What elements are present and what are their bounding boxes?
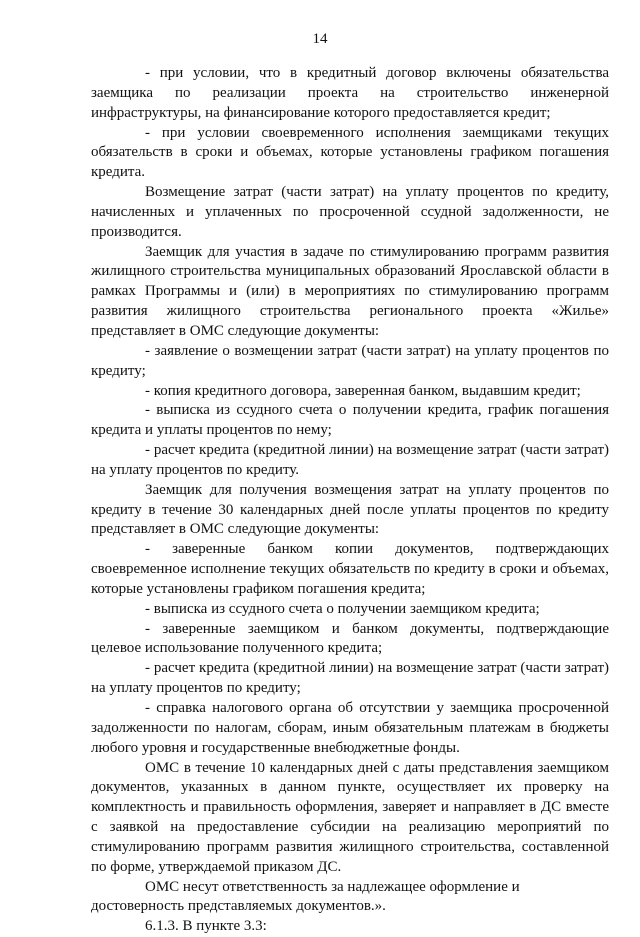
page-number: 14 [312, 31, 328, 47]
paragraph-oms-responsibility: ОМС несут ответственность за надлежащее оформление и достоверность представляемых документов.». [91, 878, 520, 915]
paragraph-condition-obligations: - при условии, что в кредитный договор включены обязательства заемщика по реализации проекта на строительство инженерной инфраструктуры, на финансирование которого предоставляется кредит; [91, 65, 609, 121]
paragraph-borrower-receiving-compensation: Заемщик для получения возмещения затрат на уплату процентов по кредиту в течение 30 календарных дней после уплаты процентов по кредиту представляет в ОМС следующие документы: [91, 481, 609, 538]
paragraph-section-6-1-3: 6.1.3. В пункте 3.3: [145, 918, 267, 935]
list-item-loan-account-statement: - выписка из ссудного счета о получении кредита, график погашения кредита и уплаты процентов по нему; [91, 402, 609, 439]
paragraph-oms-verification: ОМС в течение 10 календарных дней с даты представления заемщиком документов, указанных в данном пункте, осуществляет их проверку на комплектность и правильность оформления, заверяет и направляет в ДС вместе с заявкой на предоставление субсидии на реализацию мероприятий по стимулированию программ развития жилищного строительства, составленной по форме, утверждаемой приказом ДС. [91, 759, 609, 875]
list-item-tax-certificate: - справка налогового органа об отсутствии у заемщика просроченной задолженности по налогам, сборам, иным обязательным платежам в бюджеты любого уровня и государственные внебюджетные фонды. [91, 700, 609, 756]
paragraph-condition-timely-execution: - при условии своевременного исполнения заемщиками текущих обязательств в сроки и объемах, которые установлены графиком погашения кредита. [91, 124, 609, 181]
list-item-application: - заявление о возмещении затрат (части затрат) на уплату процентов по кредиту; [91, 342, 609, 379]
document-body [91, 64, 609, 937]
paragraph-no-compensation-overdue: Возмещение затрат (части затрат) на уплату процентов по кредиту, начисленных и уплаченных по просроченной ссудной задолженности, не производится. [91, 184, 609, 240]
list-item-credit-line-calculation: - расчет кредита (кредитной линии) на возмещение затрат (части затрат) на уплату процентов по кредиту; [91, 660, 609, 697]
list-item-certified-copies: - заверенные банком копии документов, подтверждающих своевременное исполнение текущих обязательств по кредиту в сроки и объемах, которые установлены графиком погашения кредита; [91, 541, 609, 597]
paragraph-borrower-participation: Заемщик для участия в задаче по стимулированию программ развития жилищного строительства муниципальных образований Ярославской области в рамках Программы и (или) в мероприятиях по стимулированию программ развития жилищного строительства регионального проекта «Жилье» представляет в ОМС следующие документы: [91, 243, 609, 339]
list-item-loan-receipt-statement: - выписка из ссудного счета о получении заемщиком кредита; [145, 600, 540, 617]
list-item-credit-calculation: - расчет кредита (кредитной линии) на возмещение затрат (части затрат) на уплату процентов по кредиту. [91, 442, 609, 478]
list-item-targeted-use-documents: - заверенные заемщиком и банком документы, подтверждающие целевое использование полученного кредита; [91, 620, 609, 657]
list-item-credit-agreement-copy: - копия кредитного договора, заверенная банком, выдавшим кредит; [145, 382, 581, 399]
